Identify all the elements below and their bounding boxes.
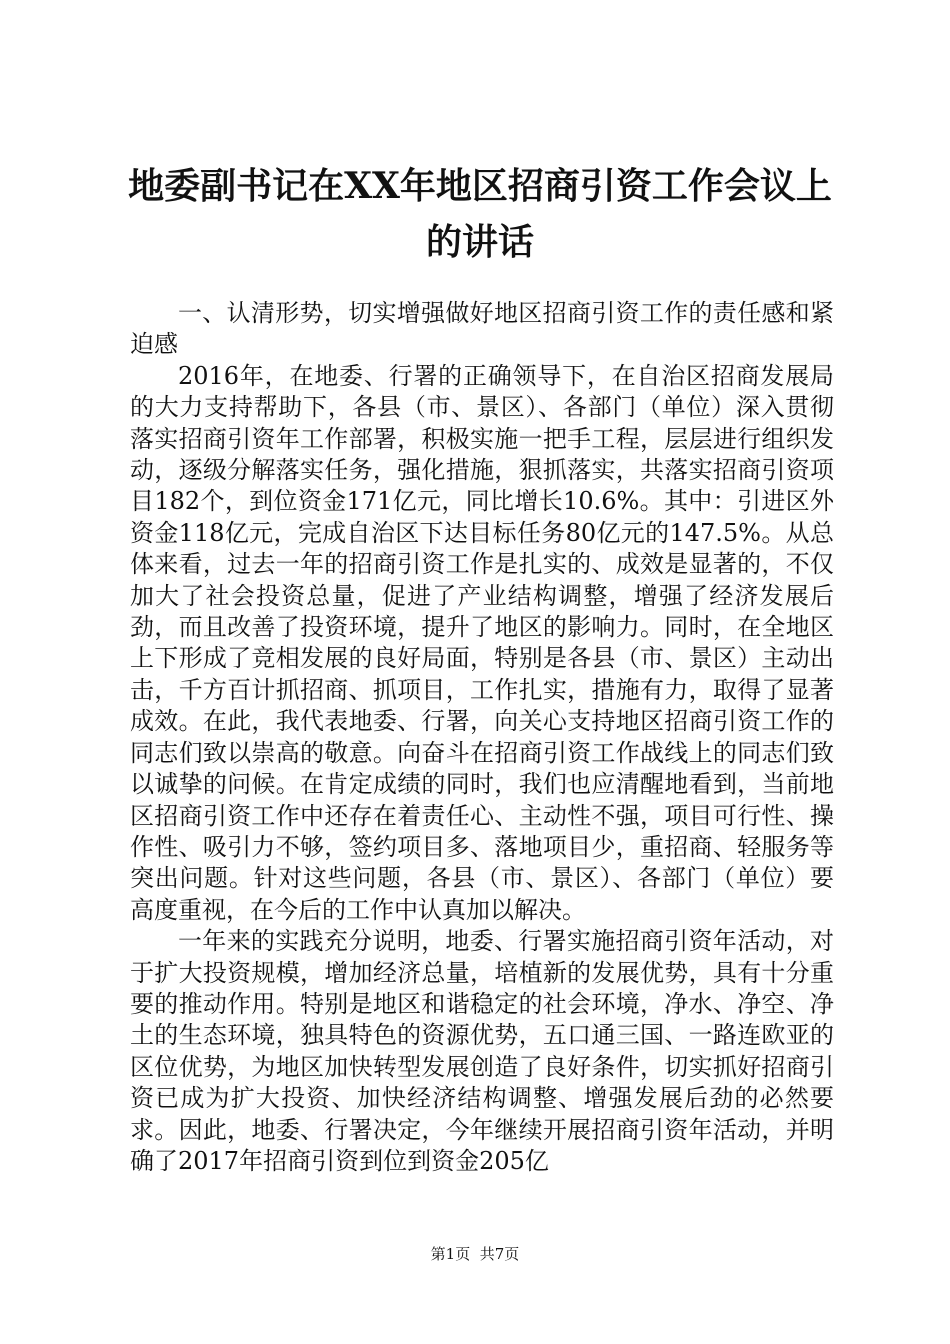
document-body <box>130 298 834 1177</box>
page-number: 第1页 <box>430 1245 471 1263</box>
page-total: 共7页 <box>479 1245 520 1263</box>
document-title: 地委副书记在XX年地区招商引资工作会议上的讲话 <box>128 165 832 263</box>
body-paragraph: 一年来的实践充分说明，地委、行署实施招商引资年活动，对于扩大投资规模，增加经济总量，培植新的发展优势，具有十分重要的推动作用。特别是地区和谐稳定的社会环境，净水、净空、净土的生态环境，独具特色的资源优势，五口通三国、一路连欧亚的区位优势，为地区加快转型发展创造了良好条件，切实抓好招商引资已成为扩大投资、加快经济结构调整、增强发展后劲的必然要求。因此，地委、行署决定，今年继续开展招商引资年活动，并明确了2017年招商引资到位到资金205亿 <box>130 927 834 1175</box>
body-paragraph: 2016年，在地委、行署的正确领导下，在自治区招商发展局的大力支持帮助下，各县（市、景区）、各部门（单位）深入贯彻落实招商引资年工作部署，积极实施一把手工程，层层进行组织发动，逐级分解落实任务，强化措施，狠抓落实，共落实招商引资项目182个，到位资金171亿元，同比增长10.6%。其中：引进区外资金118亿元，完成自治区下达目标任务80亿元的147.5%。从总体来看，过去一年的招商引资工作是扎实的、成效是显著的，不仅加大了社会投资总量，促进了产业结构调整，增强了经济发展后劲，而且改善了投资环境，提升了地区的影响力。同时，在全地区上下形成了竞相发展的良好局面，特别是各县（市、景区）主动出击，千方百计抓招商、抓项目，工作扎实，措施有力，取得了显著成效。在此，我代表地委、行署，向关心支持地区招商引资工作的同志们致以崇高的敬意。向奋斗在招商引资工作战线上的同志们致以诚挚的问候。在肯定成绩的同时，我们也应清醒地看到，当前地区招商引资工作中还存在着责任心、主动性不强，项目可行性、操作性、吸引力不够，签约项目多、落地项目少，重招商、轻服务等突出问题。针对这些问题，各县（市、景区）、各部门（单位）要高度重视，在今后的工作中认真加以解决。 <box>130 361 834 924</box>
section-heading: 一、认清形势，切实增强做好地区招商引资工作的责任感和紧迫感 <box>130 299 834 359</box>
page-footer <box>0 1244 950 1264</box>
